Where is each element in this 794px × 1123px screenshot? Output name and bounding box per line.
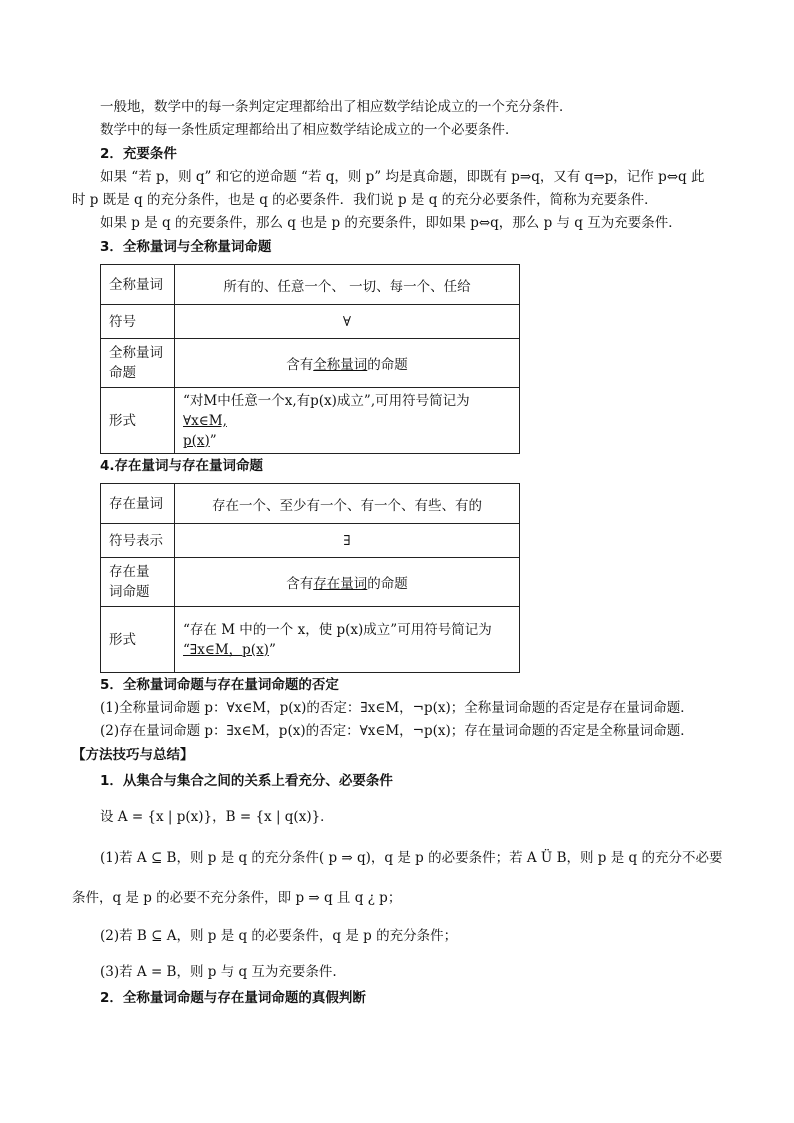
table-row <box>101 484 520 524</box>
heading-5: 5．全称量词命题与存在量词命题的否定 <box>100 677 339 693</box>
heading-2: 2．充要条件 <box>100 146 177 162</box>
existential-quantifier-table <box>100 483 520 673</box>
table-cell: 所有的、任意一个、 一切、每一个、任给 <box>175 265 520 305</box>
cell-line: “存在 M 中的一个 x，使 p(x)成立”可用符号简记为 <box>183 621 492 638</box>
paragraph-iff-2: 时 p 既是 q 的充分条件，也是 q 的必要条件．我们说 p 是 q 的充分必要条件，简称为充要条件． <box>72 192 658 208</box>
method-item-1a: (1)若 A ⊆ B，则 p 是 q 的充分条件( p ⇒ q)，q 是 p 的必要条件；若 A Ü B，则 p 是 q 的充分不必要 <box>100 850 723 866</box>
table-cell: 形式 <box>101 388 175 454</box>
table-cell: 全称量词 <box>101 265 175 305</box>
table-row <box>101 305 520 339</box>
cell-underlined-text: ∀x∈M, <box>183 412 227 429</box>
cell-underlined-text: 存在量词 <box>313 576 368 592</box>
table-row <box>101 339 520 388</box>
table-cell <box>101 339 175 388</box>
table-cell: 存在一个、至少有一个、有一个、有些、有的 <box>175 484 520 524</box>
table-cell: ∀ <box>175 305 520 339</box>
set-definition: 设 A = {x | p(x)}，B = {x | q(x)}． <box>100 809 334 825</box>
heading-3: 3．全称量词与全称量词命题 <box>100 239 272 255</box>
cell-text: ” <box>268 641 276 658</box>
method-subheading-1: 1．从集合与集合之间的关系上看充分、必要条件 <box>100 773 393 789</box>
cell-text: 的命题 <box>367 357 408 373</box>
method-item-3: (3)若 A = B，则 p 与 q 互为充要条件. <box>100 964 337 980</box>
cell-line <box>183 431 513 451</box>
cell-line <box>183 640 513 660</box>
method-item-1b: 条件，q 是 p 的必要不充分条件，即 p ⇒ q 且 q ¿ p； <box>72 890 402 906</box>
method-subheading-2: 2．全称量词命题与存在量词命题的真假判断 <box>100 990 366 1006</box>
table-row <box>101 265 520 305</box>
table-row <box>101 558 520 607</box>
cell-text: ” <box>209 432 217 449</box>
table-cell: 存在量词 <box>101 484 175 524</box>
paragraph-iff-1: 如果 “若 p，则 q” 和它的逆命题 “若 q，则 p” 均是真命题，即既有 p⇒q，又有 q⇒p，记作 p⇔q 此 <box>100 169 705 185</box>
cell-underlined-text: 全称量词 <box>313 357 368 373</box>
cell-line: 全称量词 <box>109 345 163 361</box>
cell-text: 含有 <box>286 576 314 592</box>
cell-underlined-text: p(x) <box>183 432 210 449</box>
cell-line: 命题 <box>109 365 136 381</box>
table-cell <box>175 339 520 388</box>
table-cell: 形式 <box>101 607 175 673</box>
table-row <box>101 524 520 558</box>
table-cell: 符号 <box>101 305 175 339</box>
table-row <box>101 607 520 673</box>
method-item-2: (2)若 B ⊆ A，则 p 是 q 的必要条件，q 是 p 的充分条件； <box>100 928 458 944</box>
table-row <box>101 388 520 454</box>
paragraph-iff-3: 如果 p 是 q 的充要条件，那么 q 也是 p 的充要条件，即如果 p⇔q，那么 p 与 q 互为充要条件． <box>100 215 682 231</box>
paragraph-sufficient: 一般地，数学中的每一条判定定理都给出了相应数学结论成立的一个充分条件． <box>100 99 573 115</box>
table-cell: 符号表示 <box>101 524 175 558</box>
paragraph-necessary: 数学中的每一条性质定理都给出了相应数学结论成立的一个必要条件． <box>100 122 519 138</box>
universal-quantifier-table <box>100 264 520 454</box>
table-cell <box>175 558 520 607</box>
cell-line: 存在量 <box>109 564 150 580</box>
table-cell <box>175 607 520 673</box>
cell-text: 含有 <box>286 357 314 373</box>
table-cell <box>175 388 520 454</box>
paragraph-negation-2: (2)存在量词命题 p：∃x∈M，p(x)的否定：∀x∈M，¬p(x)；存在量词命题的否定是全称量词命题． <box>100 723 694 739</box>
cell-text: “对M中任意一个x,有p(x)成立”,可用符号简记为 <box>183 392 470 409</box>
table-cell: ∃ <box>175 524 520 558</box>
cell-underlined-text: “∃x∈M，p(x) <box>183 641 269 658</box>
paragraph-negation-1: (1)全称量词命题 p：∀x∈M，p(x)的否定：∃x∈M，¬p(x)；全称量词命题的否定是存在量词命题． <box>100 700 694 716</box>
heading-4: 4.存在量词与存在量词命题 <box>100 458 264 474</box>
cell-line: 词命题 <box>109 584 150 600</box>
table-cell <box>101 558 175 607</box>
method-heading: 【方法技巧与总结】 <box>72 747 194 763</box>
cell-line <box>183 391 513 431</box>
cell-text: 的命题 <box>367 576 408 592</box>
